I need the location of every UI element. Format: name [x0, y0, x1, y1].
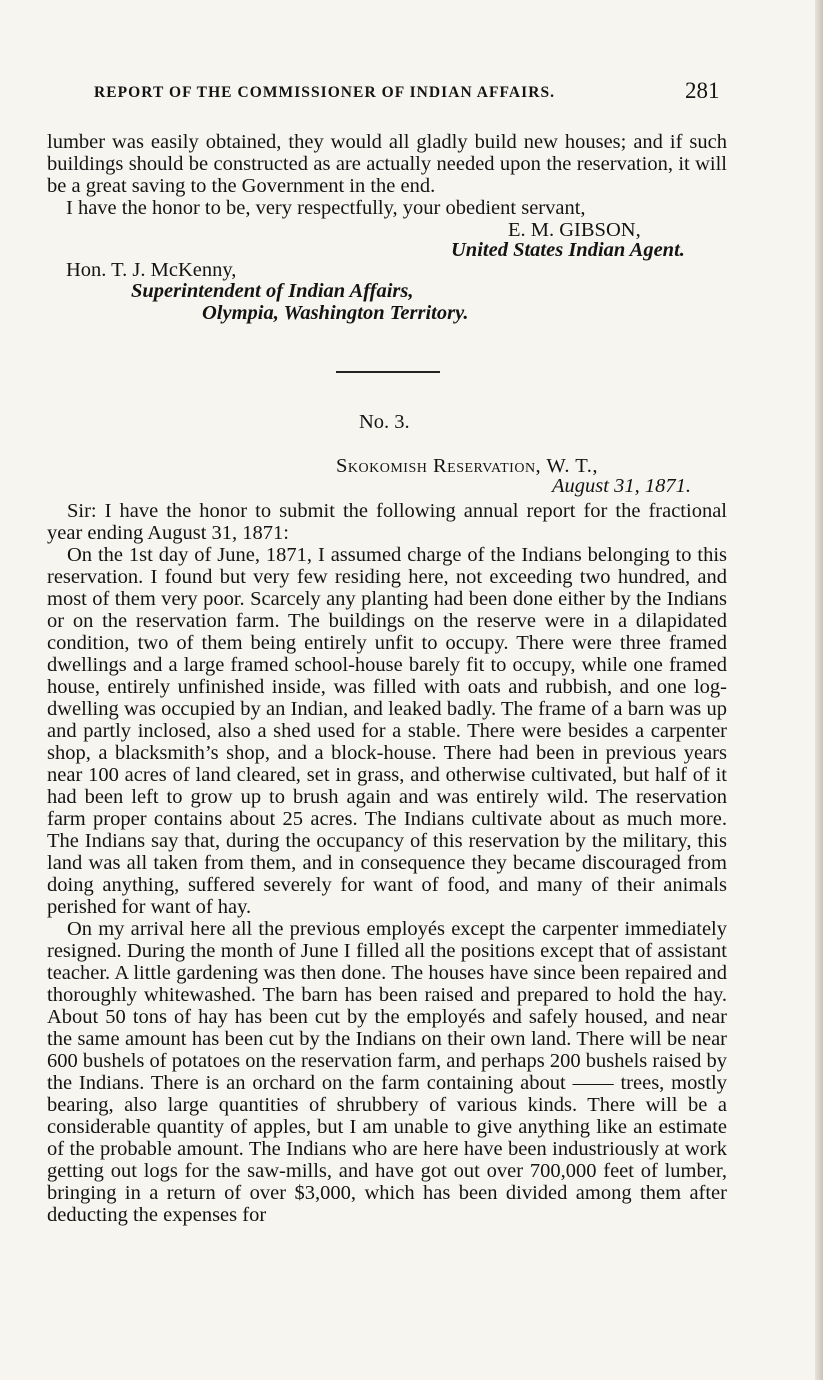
- addressee-location: Olympia, Washington Territory.: [202, 302, 469, 324]
- closing-salutation: I have the honor to be, very respectfully, your obedient servant,: [66, 197, 586, 219]
- signer-name: E. M. GIBSON,: [508, 219, 641, 241]
- body-paragraph-3: On my arrival here all the previous employés except the carpenter immediately resigned. During the month of June I filled all the positions except that of assistant teacher. A little gardening was then done. The houses have since been repaired and thoroughly whitewashed. The barn has been raised and prepared to hold the hay. About 50 tons of hay has been cut by the employés and safely housed, and near the same amount has been cut by the Indians on their own land. There will be near 600 bushels of potatoes on the reservation farm, and perhaps 200 bushels raised by the Indians. There is an orchard on the farm containing about —— trees, mostly bearing, also large quantities of shrubbery of various kinds. There will be a considerable quantity of apples, but I am unable to give anything like an estimate of the probable amount. The Indians who are here have been industriously at work getting out logs for the saw-mills, and have got out over 700,000 feet of lumber, bringing in a return of over $3,000, which has been divided among them after deducting the expenses for: [47, 918, 727, 1226]
- signer-title: United States Indian Agent.: [451, 239, 685, 261]
- section-divider: [336, 371, 440, 373]
- continuation-text: lumber was easily obtained, they would all gladly build new houses; and if such buildings should be constructed as are actually needed upon the reservation, it will be a great saving to the Government in the end.: [47, 131, 727, 197]
- continuation-paragraph: [47, 131, 727, 197]
- running-head: REPORT OF THE COMMISSIONER OF INDIAN AFFAIRS.: [94, 84, 556, 101]
- body-paragraph-1: Sir: I have the honor to submit the following annual report for the fractional year ending August 31, 1871:: [47, 500, 727, 544]
- report-body: [47, 500, 727, 1226]
- addressee-title: Superintendent of Indian Affairs,: [131, 280, 414, 302]
- section-place: Skokomish Reservation, W. T.,: [336, 455, 599, 477]
- page-edge: [815, 0, 823, 1380]
- section-number: No. 3.: [359, 411, 410, 433]
- addressee-name: Hon. T. J. McKenny,: [66, 259, 237, 281]
- section-date: August 31, 1871.: [552, 475, 691, 497]
- page-number: 281: [685, 78, 720, 103]
- body-paragraph-2: On the 1st day of June, 1871, I assumed charge of the Indians belonging to this reservation. I found but very few residing here, not exceeding two hundred, and most of them very poor. Scarcely any planting had been done either by the Indians or on the reservation farm. The buildings on the reserve were in a dilapidated condition, two of them being entirely unfit to occupy. There were three framed dwellings and a large framed school-house barely fit to occupy, while one framed house, entirely unfinished inside, was filled with oats and rubbish, and one log-dwelling was occupied by an Indian, and leaked badly. The frame of a barn was up and partly inclosed, also a shed used for a stable. There were besides a carpenter shop, a blacksmith’s shop, and a block-house. There had been in previous years near 100 acres of land cleared, set in grass, and otherwise cultivated, but half of it had been left to grow up to brush again and was entirely wild. The reservation farm proper contains about 25 acres. The Indians cultivate about as much more. The Indians say that, during the occupancy of this reservation by the military, this land was all taken from them, and in consequence they became discouraged from doing anything, suffered severely for want of food, and many of their animals perished for want of hay.: [47, 544, 727, 918]
